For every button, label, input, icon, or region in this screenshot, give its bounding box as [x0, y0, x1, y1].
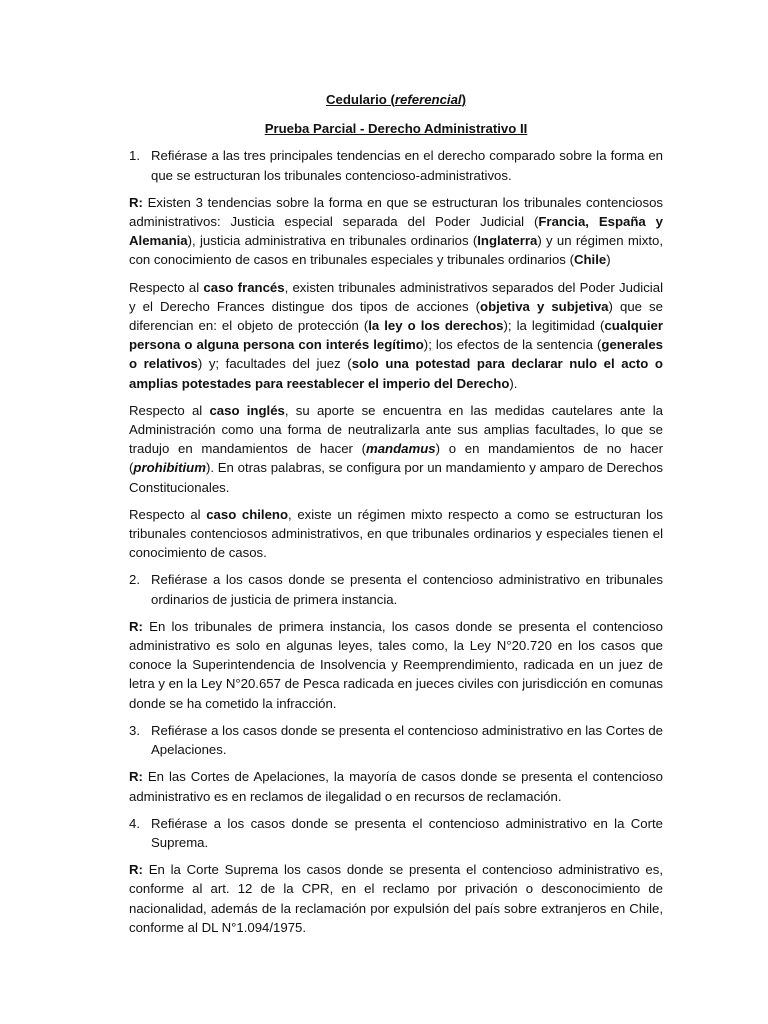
question-text: Refiérase a los casos donde se presenta el contencioso administrativo en las Cortes de Apelaciones.: [151, 722, 663, 758]
text-run: ) que se diferencian en: el objeto de protección (: [129, 298, 663, 334]
bold-run: objetiva y subjetiva: [480, 298, 609, 314]
question-number: 4.: [129, 815, 140, 831]
document-title: [129, 90, 663, 109]
text-run: ); los efectos de la sentencia (: [423, 337, 602, 353]
question-number: 1.: [129, 148, 140, 164]
answer-3: [129, 767, 663, 805]
text-run: ); la legitimidad (: [503, 318, 605, 334]
text-run: ). En otras palabras, se configura por un mandamiento y amparo de Derechos Constitucionales.: [129, 460, 663, 495]
bold-run: Inglaterra: [477, 233, 538, 249]
answer-text: En las Cortes de Apelaciones, la mayoría de casos donde se presenta el contencioso administrativo es en reclamos de ilegalidad o en recursos de reclamación.: [129, 769, 663, 804]
text-run: Existen 3 tendencias sobre la forma en que se estructuran los tribunales contenciosos administrativos: Justicia especial separada del Poder Judicial (: [129, 194, 663, 230]
bold-run: la ley o los derechos: [368, 318, 504, 334]
text-run: ), justicia administrativa en tribunales ordinarios (: [187, 233, 478, 249]
bold-run: cualquier persona o alguna persona con interés legítimo: [129, 318, 663, 353]
question-1: [129, 146, 663, 184]
question-2: [129, 570, 663, 608]
bold-run: Chile: [573, 252, 607, 268]
text-run: ).: [509, 375, 518, 391]
question-number: 2.: [129, 572, 140, 588]
text-run: ) y un régimen mixto, con conocimiento de casos en tribunales especiales y tribunales ordinarios (: [129, 233, 663, 268]
paragraph-caso-ingles: [129, 401, 663, 497]
answer-label: R:: [129, 769, 143, 785]
bold-run: caso chileno: [206, 506, 289, 522]
answer-label: R:: [129, 194, 143, 210]
bold-italic-run: prohibitium: [133, 460, 206, 476]
question-number: 3.: [129, 722, 140, 738]
text-run: ): [606, 252, 611, 268]
question-text: Refiérase a las tres principales tendencias en el derecho comparado sobre la forma en que se estructuran los tribunales contencioso-administrativos.: [151, 148, 663, 183]
paragraph-caso-frances: [129, 278, 663, 393]
text-run: ) y; facultades del juez (: [197, 356, 352, 372]
text-run: , existen tribunales administrativos separados del Poder Judicial y el Derecho Frances distingue dos tipos de acciones (: [129, 279, 663, 314]
title-suffix: ): [461, 92, 466, 107]
answer-text: En la Corte Suprema los casos donde se presenta el contencioso administrativo es, conforme al art. 12 de la CPR, en el reclamo por privación o desconocimiento de nacionalidad, además de la reclamación por expulsión del país sobre extranjeros en Chile, conforme al DL N°1.094/1975.: [129, 862, 663, 935]
title-prefix: Cedulario (: [326, 92, 395, 107]
answer-4: [129, 860, 663, 937]
paragraph-caso-chileno: [129, 505, 663, 563]
text-run: Respecto al: [129, 402, 210, 418]
question-text: Refiérase a los casos donde se presenta el contencioso administrativo en tribunales ordinarios de justicia de primera instancia.: [151, 572, 663, 607]
text-run: , su aporte se encuentra en las medidas cautelares ante la Administración como una forma de neutralizarla ante sus amplias facultades, lo que se tradujo en mandamientos de hacer (: [129, 402, 663, 457]
answer-label: R:: [129, 862, 143, 878]
bold-run: caso francés: [203, 279, 285, 295]
document-subtitle: Prueba Parcial - Derecho Administrativo II: [264, 121, 528, 137]
answer-text: En los tribunales de primera instancia, los casos donde se presenta el contencioso administrativo es solo en algunas leyes, tales como, la Ley N°20.720 en los casos que conoce la Superintendencia de Insolvencia y Reemprendimiento, radicada en un juez de letra y en la Ley N°20.657 de Pesca radicada en jueces civiles con jurisdicción en comunas donde se ha cometido la infracción.: [129, 618, 663, 711]
question-text: Refiérase a los casos donde se presenta el contencioso administrativo en la Corte Suprema.: [151, 815, 663, 850]
text-run: Respecto al: [129, 279, 204, 295]
text-run: , existe un régimen mixto respecto a como se estructuran los tribunales contenciosos administrativos, en que tribunales ordinarios y especiales tienen el conocimiento de casos.: [129, 506, 663, 561]
bold-italic-run: mandamus: [366, 441, 436, 457]
question-4: [129, 814, 663, 852]
title-italic: referencial: [394, 92, 462, 107]
text-run: Respecto al: [129, 506, 207, 522]
text-run: ) o en mandamientos de no hacer (: [129, 441, 663, 476]
answer-1: [129, 193, 663, 270]
question-3: [129, 721, 663, 759]
bold-run: solo una potestad para declarar nulo el acto o amplias potestades para reestablecer el imperio del Derecho: [129, 356, 663, 391]
answer-label: R:: [129, 618, 143, 634]
bold-run: generales o relativos: [129, 337, 663, 372]
answer-2: [129, 617, 663, 713]
bold-run: Francia, España y Alemania: [129, 214, 663, 249]
bold-run: caso inglés: [209, 402, 285, 418]
